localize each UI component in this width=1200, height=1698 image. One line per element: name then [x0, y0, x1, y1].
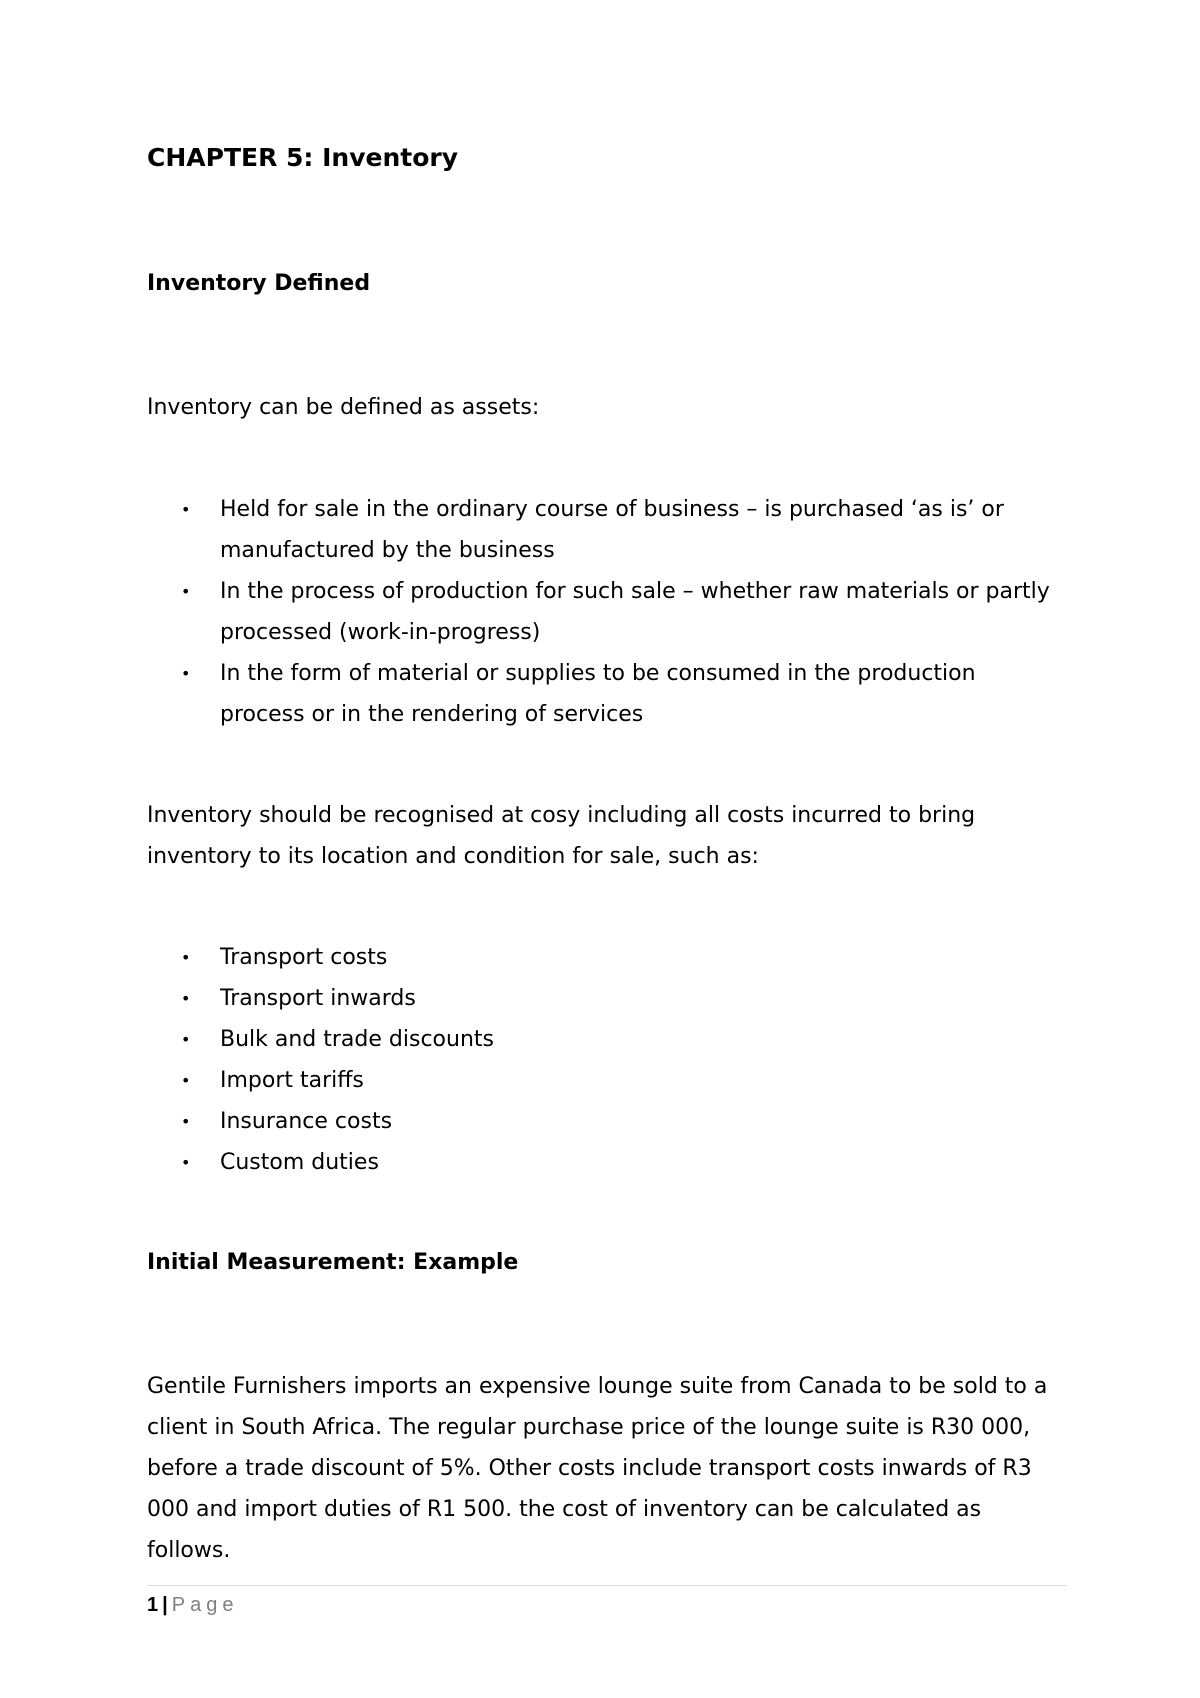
list-item-text: Insurance costs — [220, 1109, 393, 1134]
list-item-text: Transport costs — [220, 945, 388, 970]
list-item-text: Bulk and trade discounts — [220, 1027, 494, 1052]
bullet-dot-icon: • — [181, 500, 191, 519]
footer-separator: | — [162, 1594, 168, 1616]
list-item-text: Custom duties — [220, 1150, 379, 1175]
cost-items-list — [147, 937, 1067, 1183]
section-heading-initial-measurement: Initial Measurement: Example — [147, 1250, 519, 1275]
bullet-dot-icon: • — [181, 1071, 191, 1090]
list-item — [147, 978, 1067, 1019]
definition-list — [147, 489, 1067, 735]
example-paragraph: Gentile Furnishers imports an expensive lounge suite from Canada to be sold to a client in South Africa. The regular purchase price of the lounge suite is R30 000, before a trade discount of 5%. Other costs include transport costs inwards of R3 000 and import duties of R1 500. the cost of inventory can be calculated as follows. — [147, 1374, 1048, 1563]
bullet-dot-icon: • — [181, 1112, 191, 1131]
list-item-text: In the process of production for such sale – whether raw materials or partly processed (work-in-progress) — [220, 579, 1050, 645]
list-item — [147, 1101, 1067, 1142]
list-item-text: Held for sale in the ordinary course of business – is purchased ‘as is’ or manufactured by the business — [220, 497, 1004, 563]
definition-intro: Inventory can be defined as assets: — [147, 395, 540, 420]
footer-divider — [147, 1585, 1067, 1586]
section-heading-inventory-defined: Inventory Defined — [147, 271, 371, 296]
list-item — [147, 1142, 1067, 1183]
list-item — [147, 1060, 1067, 1101]
bullet-dot-icon: • — [181, 989, 191, 1008]
recognition-paragraph: Inventory should be recognised at cosy including all costs incurred to bring inventory to its location and condition for sale, such as: — [147, 803, 976, 869]
list-item-text: Import tariffs — [220, 1068, 364, 1093]
bullet-dot-icon: • — [181, 1153, 191, 1172]
bullet-dot-icon: • — [181, 1030, 191, 1049]
bullet-dot-icon: • — [181, 664, 191, 683]
chapter-title: CHAPTER 5: Inventory — [147, 143, 459, 172]
list-item-text: In the form of material or supplies to be consumed in the production process or in the rendering of services — [220, 661, 976, 727]
list-item — [147, 571, 1067, 653]
list-item-text: Transport inwards — [220, 986, 416, 1011]
page-footer — [147, 1590, 238, 1620]
bullet-dot-icon: • — [181, 948, 191, 967]
list-item — [147, 937, 1067, 978]
list-item — [147, 489, 1067, 571]
page-number: 1 — [147, 1594, 159, 1616]
page-label: Page — [171, 1594, 239, 1616]
bullet-dot-icon: • — [181, 582, 191, 601]
list-item — [147, 653, 1067, 735]
list-item — [147, 1019, 1067, 1060]
